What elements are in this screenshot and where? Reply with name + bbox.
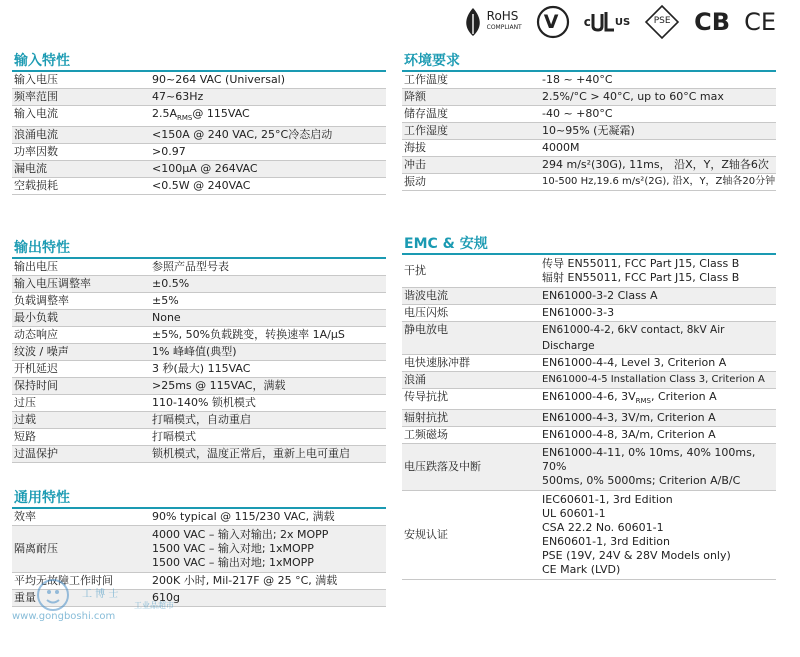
row-label: 漏电流 bbox=[14, 162, 47, 176]
cb-text: CB bbox=[694, 8, 731, 36]
table-row bbox=[402, 410, 776, 427]
table-row bbox=[12, 378, 386, 395]
row-value bbox=[542, 446, 776, 488]
row-label: 浪涌 bbox=[404, 373, 426, 386]
table-row bbox=[12, 327, 386, 344]
rms-subscript: RMS bbox=[635, 397, 651, 406]
environment-section-title: 环境要求 bbox=[402, 52, 776, 72]
row-label: 短路 bbox=[14, 430, 36, 444]
row-value: >25ms @ 115VAC，满载 bbox=[152, 379, 286, 393]
v-mark-icon: V bbox=[536, 4, 570, 40]
row-label: 储存温度 bbox=[404, 107, 448, 120]
rohs-leaf-icon bbox=[462, 4, 522, 40]
row-value: EN61000-4-4, Level 3, Criterion A bbox=[542, 356, 727, 369]
value-line: 4000 VAC – 输入对输出; 2x MOPP bbox=[152, 528, 329, 542]
table-row bbox=[402, 174, 776, 191]
environment-section bbox=[402, 52, 776, 191]
ce-text: CE bbox=[744, 8, 776, 36]
row-label: 效率 bbox=[14, 510, 36, 524]
row-label: 传导抗扰 bbox=[404, 390, 448, 403]
rms-subscript: RMS bbox=[177, 114, 193, 123]
row-label: 浪涌电流 bbox=[14, 128, 58, 142]
general-section-title: 通用特性 bbox=[12, 489, 386, 509]
row-label: 谐波电流 bbox=[404, 289, 448, 302]
table-row bbox=[402, 140, 776, 157]
row-value: <100μA @ 264VAC bbox=[152, 162, 258, 176]
row-label: 海拔 bbox=[404, 141, 426, 154]
ul-c: c bbox=[583, 15, 591, 29]
row-label: 空载损耗 bbox=[14, 179, 58, 193]
table-row bbox=[402, 255, 776, 288]
table-row bbox=[12, 509, 386, 526]
table-row bbox=[12, 161, 386, 178]
pse-icon bbox=[644, 4, 680, 40]
row-label: 振动 bbox=[404, 175, 426, 188]
row-value: 3 秒(最大) 115VAC bbox=[152, 362, 251, 376]
value-line: 1500 VAC – 输入对地; 1xMOPP bbox=[152, 542, 314, 556]
row-value: 打嗝模式，自动重启 bbox=[152, 413, 251, 427]
table-row bbox=[402, 389, 776, 410]
row-label: 输入电压调整率 bbox=[14, 277, 91, 291]
table-row bbox=[12, 144, 386, 161]
row-label: 工作湿度 bbox=[404, 124, 448, 137]
row-value: EN61000-4-5 Installation Class 3, Criterion A bbox=[542, 374, 765, 385]
row-value bbox=[542, 493, 776, 577]
row-label: 冲击 bbox=[404, 158, 426, 171]
row-label: 干扰 bbox=[404, 264, 426, 277]
row-value: -18 ~ +40°C bbox=[542, 73, 613, 86]
table-row bbox=[12, 89, 386, 106]
table-row bbox=[402, 444, 776, 491]
value-line: CE Mark (LVD) bbox=[542, 563, 621, 577]
table-row bbox=[402, 123, 776, 140]
row-value: EN61000-3-2 Class A bbox=[542, 289, 658, 302]
value-line: 辐射 EN55011, FCC Part J15, Class B bbox=[542, 271, 740, 284]
row-label: 纹波 / 噪声 bbox=[14, 345, 69, 359]
row-label: 负载调整率 bbox=[14, 294, 69, 308]
row-value: ±0.5% bbox=[152, 277, 190, 291]
row-value: 200K 小时, Mil-217F @ 25 °C, 满载 bbox=[152, 574, 338, 588]
row-value: 锁机模式，温度正常后，重新上电可重启 bbox=[152, 447, 350, 461]
watermark-tagline: 工业品超市 bbox=[134, 601, 174, 610]
table-row bbox=[12, 276, 386, 293]
row-value bbox=[152, 528, 386, 570]
table-row bbox=[402, 355, 776, 372]
table-row bbox=[402, 288, 776, 305]
value-line: IEC60601-1, 3rd Edition bbox=[542, 493, 673, 507]
table-row bbox=[12, 344, 386, 361]
row-value: EN61000-4-2, 6kV contact, 8kV Air Discharge bbox=[542, 324, 725, 352]
value-line: 500ms, 0% 5000ms; Criterion A/B/C bbox=[542, 474, 741, 488]
row-label: 保持时间 bbox=[14, 379, 58, 393]
cb-icon bbox=[694, 4, 730, 40]
table-row bbox=[12, 310, 386, 327]
row-value: EN61000-4-3, 3V/m, Criterion A bbox=[542, 411, 716, 425]
table-row bbox=[12, 106, 386, 127]
row-label: 电压跌落及中断 bbox=[404, 460, 481, 474]
output-section-title: 输出特性 bbox=[12, 239, 386, 259]
table-row bbox=[12, 446, 386, 463]
ul-us: US bbox=[614, 16, 631, 28]
table-row bbox=[402, 157, 776, 174]
emc-rows bbox=[402, 255, 776, 580]
row-label: 工作温度 bbox=[404, 73, 448, 86]
table-row bbox=[12, 412, 386, 429]
row-value: 4000M bbox=[542, 141, 580, 154]
table-row bbox=[402, 89, 776, 106]
value-line: EN61000-4-11, 0% 10ms, 40% 100ms, 70% bbox=[542, 446, 756, 474]
pse-text: PSE bbox=[653, 16, 671, 26]
row-value: <0.5W @ 240VAC bbox=[152, 179, 251, 193]
row-label: 最小负载 bbox=[14, 311, 58, 325]
value-line: 传导 EN55011, FCC Part J15, Class B bbox=[542, 257, 740, 270]
row-value: 90% typical @ 115/230 VAC, 满载 bbox=[152, 510, 335, 524]
row-label: 辐射抗扰 bbox=[404, 411, 448, 425]
value-line: 1500 VAC – 输出对地; 1xMOPP bbox=[152, 556, 314, 570]
row-label: 工频磁场 bbox=[404, 428, 448, 442]
emc-section bbox=[402, 235, 776, 580]
right-column bbox=[402, 52, 776, 580]
table-row bbox=[402, 106, 776, 123]
table-row bbox=[12, 526, 386, 573]
table-row bbox=[12, 293, 386, 310]
row-value: 10-500 Hz,19.6 m/s²(2G), 沿X，Y，Z轴各20分钟 bbox=[542, 176, 776, 187]
row-value bbox=[542, 257, 776, 285]
row-label: 电快速脉冲群 bbox=[404, 356, 470, 369]
value-line: PSE (19V, 24V & 28V Models only) bbox=[542, 549, 731, 563]
table-row bbox=[402, 491, 776, 580]
input-section bbox=[12, 52, 386, 195]
row-value: 294 m/s²(30G), 11ms， 沿X，Y，Z轴各6次 bbox=[542, 158, 769, 171]
table-row bbox=[402, 322, 776, 355]
ce-icon bbox=[744, 4, 776, 40]
watermark-brand: 工 博 士 bbox=[82, 589, 119, 600]
row-label: 重量 bbox=[14, 591, 36, 605]
table-row bbox=[402, 372, 776, 389]
row-label: 输入电压 bbox=[14, 73, 58, 86]
row-label: 频率范围 bbox=[14, 90, 58, 103]
environment-rows bbox=[402, 72, 776, 191]
table-row bbox=[12, 361, 386, 378]
table-row bbox=[402, 72, 776, 89]
row-value: 90~264 VAC (Universal) bbox=[152, 73, 286, 86]
table-row bbox=[12, 259, 386, 276]
row-value: ±5% bbox=[152, 294, 179, 308]
table-row bbox=[12, 127, 386, 144]
output-rows bbox=[12, 259, 386, 463]
row-label: 输入电流 bbox=[14, 107, 58, 120]
table-row bbox=[12, 72, 386, 89]
watermark bbox=[12, 585, 174, 622]
row-value: 10~95% (无凝霜) bbox=[542, 124, 635, 137]
table-row bbox=[12, 395, 386, 412]
row-label: 过温保护 bbox=[14, 447, 58, 461]
row-value: 1% 峰峰值(典型) bbox=[152, 345, 237, 359]
row-label: 功率因数 bbox=[14, 145, 58, 159]
row-value: -40 ~ +80°C bbox=[542, 107, 613, 120]
table-row bbox=[12, 178, 386, 195]
rohs-title: RoHS bbox=[486, 9, 519, 23]
row-label: 过压 bbox=[14, 396, 36, 410]
row-value: $2.5A_{RMS}@$ 115VAC bbox=[152, 107, 250, 123]
row-value: EN61000-4-8, 3A/m, Criterion A bbox=[542, 428, 716, 442]
certification-logos bbox=[462, 2, 776, 42]
input-section-title: 输入特性 bbox=[12, 52, 386, 72]
row-label: 过载 bbox=[14, 413, 36, 427]
row-label: 开机延迟 bbox=[14, 362, 58, 376]
left-column bbox=[12, 52, 386, 607]
row-value: 610g bbox=[152, 591, 180, 605]
emc-section-title: EMC & 安规 bbox=[402, 235, 776, 255]
row-value: 47~63Hz bbox=[152, 90, 204, 103]
output-section bbox=[12, 239, 386, 463]
row-value: EN61000-4-6, $3V_{RMS}$, Criterion A bbox=[542, 390, 717, 406]
value-line: CSA 22.2 No. 60601-1 bbox=[542, 521, 664, 535]
row-label: 隔离耐压 bbox=[14, 542, 58, 556]
row-label: 电压闪烁 bbox=[404, 306, 448, 319]
row-label: 平均无故障工作时间 bbox=[14, 574, 113, 588]
row-value: 2.5%/°C > 40°C, up to 60°C max bbox=[542, 90, 724, 103]
watermark-url: www.gongboshi.com bbox=[12, 611, 116, 622]
value-line: EN60601-1, 3rd Edition bbox=[542, 535, 670, 549]
row-value: >0.97 bbox=[152, 145, 186, 159]
table-row bbox=[402, 305, 776, 322]
row-label: 静电放电 bbox=[404, 323, 448, 336]
row-label: 降额 bbox=[404, 90, 426, 103]
input-rows bbox=[12, 72, 386, 195]
rohs-sub: COMPLIANT bbox=[486, 24, 522, 31]
table-row bbox=[402, 427, 776, 444]
row-value: EN61000-3-3 bbox=[542, 306, 615, 319]
row-value: 110-140% 锁机模式 bbox=[152, 396, 256, 410]
row-label: 动态响应 bbox=[14, 328, 58, 342]
row-label: 输出电压 bbox=[14, 260, 58, 274]
row-value: None bbox=[152, 311, 181, 325]
row-value: 打嗝模式 bbox=[152, 430, 196, 444]
value-line: UL 60601-1 bbox=[542, 507, 606, 521]
ul-recognized-icon bbox=[584, 4, 630, 40]
table-row bbox=[12, 429, 386, 446]
row-label: 安规认证 bbox=[404, 528, 448, 542]
row-value: ±5%, 50%负载跳变，转换速率 1A/μS bbox=[152, 328, 345, 342]
row-value: 参照产品型号表 bbox=[152, 260, 229, 274]
row-value: <150A @ 240 VAC, 25°C冷态启动 bbox=[152, 128, 333, 142]
